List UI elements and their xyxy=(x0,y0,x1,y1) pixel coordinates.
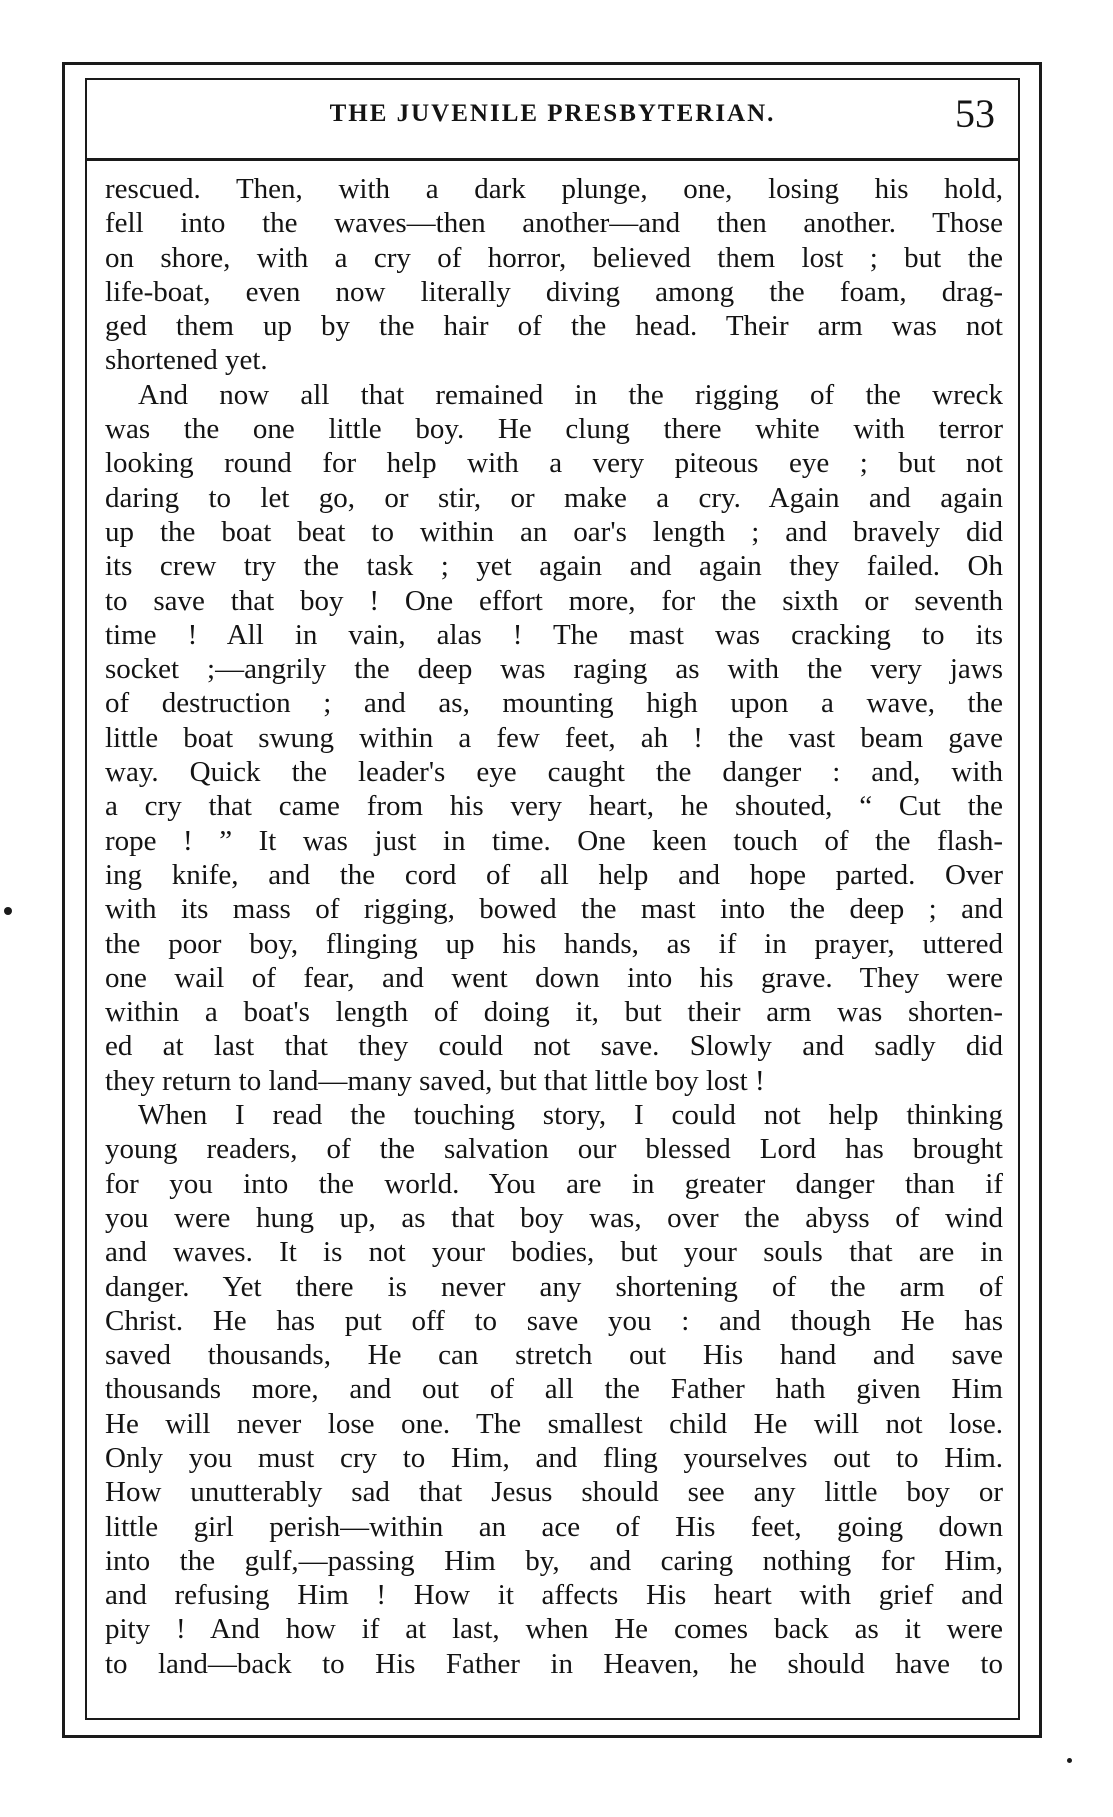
page-number: 53 xyxy=(955,91,995,136)
text-line: little boat swung within a few feet, ah ! the vast beam gave xyxy=(105,721,1003,754)
text-line: they return to land—many saved, but that little boy lost ! xyxy=(105,1064,765,1097)
text-line: its crew try the task ; yet again and again they failed. Oh xyxy=(105,550,1003,583)
text-line: the poor boy, flinging up his hands, as if in prayer, uttered xyxy=(105,927,1003,960)
text-line: and waves. It is not your bodies, but your souls that are in xyxy=(105,1236,1003,1269)
text-line: How unutterably sad that Jesus should see any little boy or xyxy=(105,1476,1003,1509)
text-line: young readers, of the salvation our blessed Lord has brought xyxy=(105,1133,1003,1166)
text-line: daring to let go, or stir, or make a cry. Again and again xyxy=(105,481,1003,514)
text-line: And now all that remained in the rigging of the wreck xyxy=(138,378,1003,411)
text-line: ed at last that they could not save. Slowly and sadly did xyxy=(105,1030,1003,1063)
header-rule xyxy=(87,158,1018,161)
text-line: saved thousands, He can stretch out His hand and save xyxy=(105,1339,1003,1372)
text-line: of destruction ; and as, mounting high upon a wave, the xyxy=(105,687,1003,720)
text-line: and refusing Him ! How it affects His heart with grief and xyxy=(105,1579,1003,1612)
text-line: Christ. He has put off to save you : and though He has xyxy=(105,1304,1003,1337)
text-line: was the one little boy. He clung there white with terror xyxy=(105,413,1003,446)
text-line: fell into the waves—then another—and then another. Those xyxy=(105,207,1003,240)
text-line: When I read the touching story, I could not help thinking xyxy=(138,1099,1003,1132)
text-line: socket ;—angrily the deep was raging as with the very jaws xyxy=(105,653,1003,686)
text-line: a cry that came from his very heart, he shouted, “ Cut the xyxy=(105,790,1003,823)
text-line: danger. Yet there is never any shortening of the arm of xyxy=(105,1270,1003,1303)
text-line: Only you must cry to Him, and fling yourselves out to Him. xyxy=(105,1441,1003,1474)
text-line: thousands more, and out of all the Father hath given Him xyxy=(105,1373,1003,1406)
text-line: you were hung up, as that boy was, over the abyss of wind xyxy=(105,1201,1003,1234)
text-line: life-boat, even now literally diving among the foam, drag- xyxy=(105,275,1003,308)
stray-ink-mark xyxy=(4,907,12,915)
text-line: to land—back to His Father in Heaven, he should have to xyxy=(105,1647,1003,1680)
text-line: time ! All in vain, alas ! The mast was cracking to its xyxy=(105,618,1003,651)
text-line: up the boat beat to within an oar's length ; and bravely did xyxy=(105,515,1003,548)
text-line: way. Quick the leader's eye caught the danger : and, with xyxy=(105,756,1003,789)
running-header xyxy=(100,90,1005,150)
text-line: He will never lose one. The smallest child He will not lose. xyxy=(105,1407,1003,1440)
text-line: little girl perish—within an ace of His feet, going down xyxy=(105,1510,1003,1543)
text-line: into the gulf,—passing Him by, and caring nothing for Him, xyxy=(105,1544,1003,1577)
text-line: ged them up by the hair of the head. Their arm was not xyxy=(105,310,1003,343)
article-body xyxy=(105,172,1003,1722)
text-line: within a boat's length of doing it, but their arm was shorten- xyxy=(105,996,1003,1029)
text-line: on shore, with a cry of horror, believed them lost ; but the xyxy=(105,241,1003,274)
text-line: with its mass of rigging, bowed the mast into the deep ; and xyxy=(105,893,1003,926)
text-line: to save that boy ! One effort more, for the sixth or seventh xyxy=(105,584,1003,617)
text-line: shortened yet. xyxy=(105,344,268,377)
journal-title: THE JUVENILE PRESBYTERIAN. xyxy=(329,100,776,127)
text-line: rope ! ” It was just in time. One keen touch of the flash- xyxy=(105,824,1003,857)
text-line: one wail of fear, and went down into his grave. They were xyxy=(105,961,1003,994)
text-line: rescued. Then, with a dark plunge, one, losing his hold, xyxy=(105,173,1003,205)
text-line: looking round for help with a very piteous eye ; but not xyxy=(105,447,1003,480)
stray-ink-mark xyxy=(1067,1758,1072,1763)
text-line: pity ! And how if at last, when He comes back as it were xyxy=(105,1613,1003,1646)
text-line: ing knife, and the cord of all help and hope parted. Over xyxy=(105,858,1003,891)
text-line: for you into the world. You are in greater danger than if xyxy=(105,1167,1003,1200)
